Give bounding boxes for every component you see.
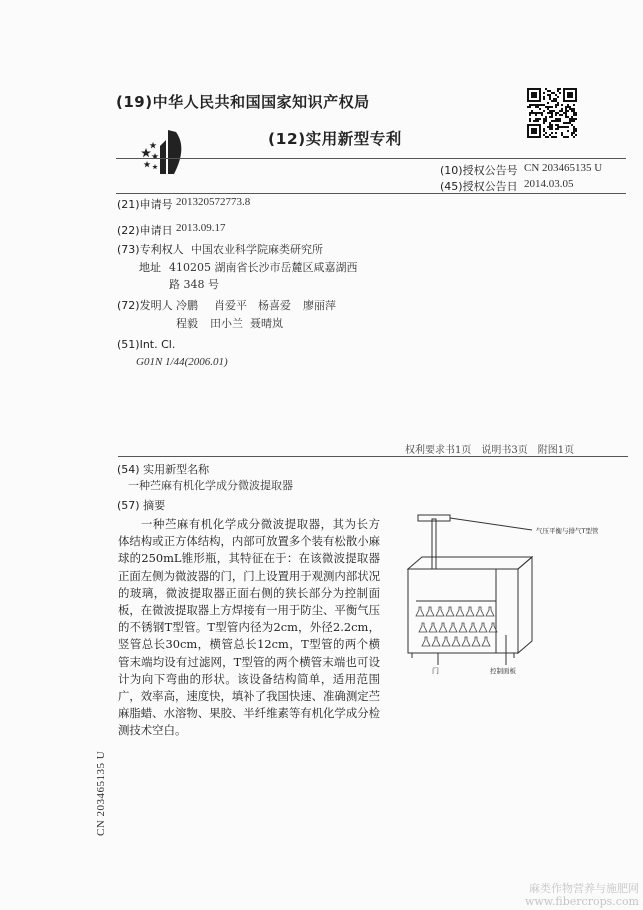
header-divider [116,158,626,159]
inventor-6: 田小兰 [210,317,243,330]
abstract-label: (57) 摘要 [117,499,166,512]
cnipa-logo-icon [138,126,190,176]
address-line-1: 410205 湖南省长沙市岳麓区咸嘉湖西 [169,261,358,274]
panel-callout: 控制面板 [490,667,516,675]
inventor-5: 程毅 [176,317,198,330]
flask [456,607,464,616]
pub-no-label: (10)授权公告号 [440,164,518,177]
address-label: 地址 [139,261,161,274]
document-type: (12)实用新型专利 [268,130,402,148]
flask [426,607,434,616]
flask [442,637,450,646]
office-name: (19)中华人民共和国国家知识产权局 [116,93,370,111]
flask [419,623,427,632]
flask [422,637,430,646]
pages-info: 权利要求书1页 说明书3页 附图1页 [405,445,575,456]
flask [449,623,457,632]
filing-label: (22)申请日 [117,224,173,237]
flask [459,623,467,632]
flask [416,607,424,616]
flask [476,607,484,616]
inventor-7: 聂晴岚 [250,317,283,330]
flask [466,607,474,616]
pub-date-label: (45)授权公告日 [440,180,518,193]
flask [462,637,470,646]
flask [452,637,460,646]
tpipe-callout: 气压平衡与排气T型管 [536,527,599,535]
abstract-text [118,516,380,740]
inventor-1: 冷鹏 [176,299,198,312]
pub-no: CN 203465135 U [524,162,603,174]
utility-title: 一种苎麻有机化学成分微波提取器 [128,479,293,492]
patentee: 中国农业科学院麻类研究所 [191,243,323,256]
side-patent-number: CN 203465135 U [95,750,107,836]
flask [479,623,487,632]
flask [469,623,477,632]
flask [486,607,494,616]
watermark-line-2: www.fibercrops.com [524,895,639,908]
flask [439,623,447,632]
flask [472,637,480,646]
filing-date: 2013.09.17 [176,222,226,234]
watermark-line-1: 麻类作物营养与施肥网 [529,882,639,895]
header-divider-2 [116,193,626,194]
abstract-paragraph: 一种苎麻有机化学成分微波提取器，其为长方体结构或正方体结构，内部可放置多个装有松散小麻球的250mL锥形瓶，其特征在于：在该微波提取器正面左侧为微波器的门，门上设置用于观测内部状况的玻璃，微波提取器正面右侧的狭长部分为控制面板，在微波提取器上方焊接有一用于防尘、平衡气压的不锈钢T型管。T型管内径为2cm，外径2.2cm，竖管总长30cm，横管总长12cm，T型管的两个横管末端均设有过滤网，T型管的两个横管末端也可设计为向下弯曲的形状。该设备结构简单，适用范围广，效率高，速度快，填补了我国快速、准确测定苎麻脂蜡、水溶物、果胶、半纤维素等有机化学成分检测技术空白。 [118,517,380,738]
app-no: 201320572773.8 [176,196,251,208]
figure-device [386,505,626,685]
inventor-3: 杨喜爱 [258,299,291,312]
flask [429,623,437,632]
title-label: (54) 实用新型名称 [117,463,210,476]
app-no-label: (21)申请号 [117,198,173,211]
inventor-2: 肖爱平 [214,299,247,312]
patentee-label: (73)专利权人 [117,243,184,256]
pages-divider [118,456,628,457]
qr-code [527,88,577,138]
intcl-label: (51)Int. Cl. [117,338,176,351]
intcl-value: G01N 1/44(2006.01) [136,356,228,368]
inventor-4: 廖丽萍 [303,299,336,312]
address-line-2: 路 348 号 [169,278,219,291]
door-callout: 门 [432,667,439,675]
inventor-label: (72)发明人 [117,299,173,312]
flask [432,637,440,646]
flask [482,637,490,646]
flask [446,607,454,616]
pub-date: 2014.03.05 [524,178,574,190]
flask [436,607,444,616]
